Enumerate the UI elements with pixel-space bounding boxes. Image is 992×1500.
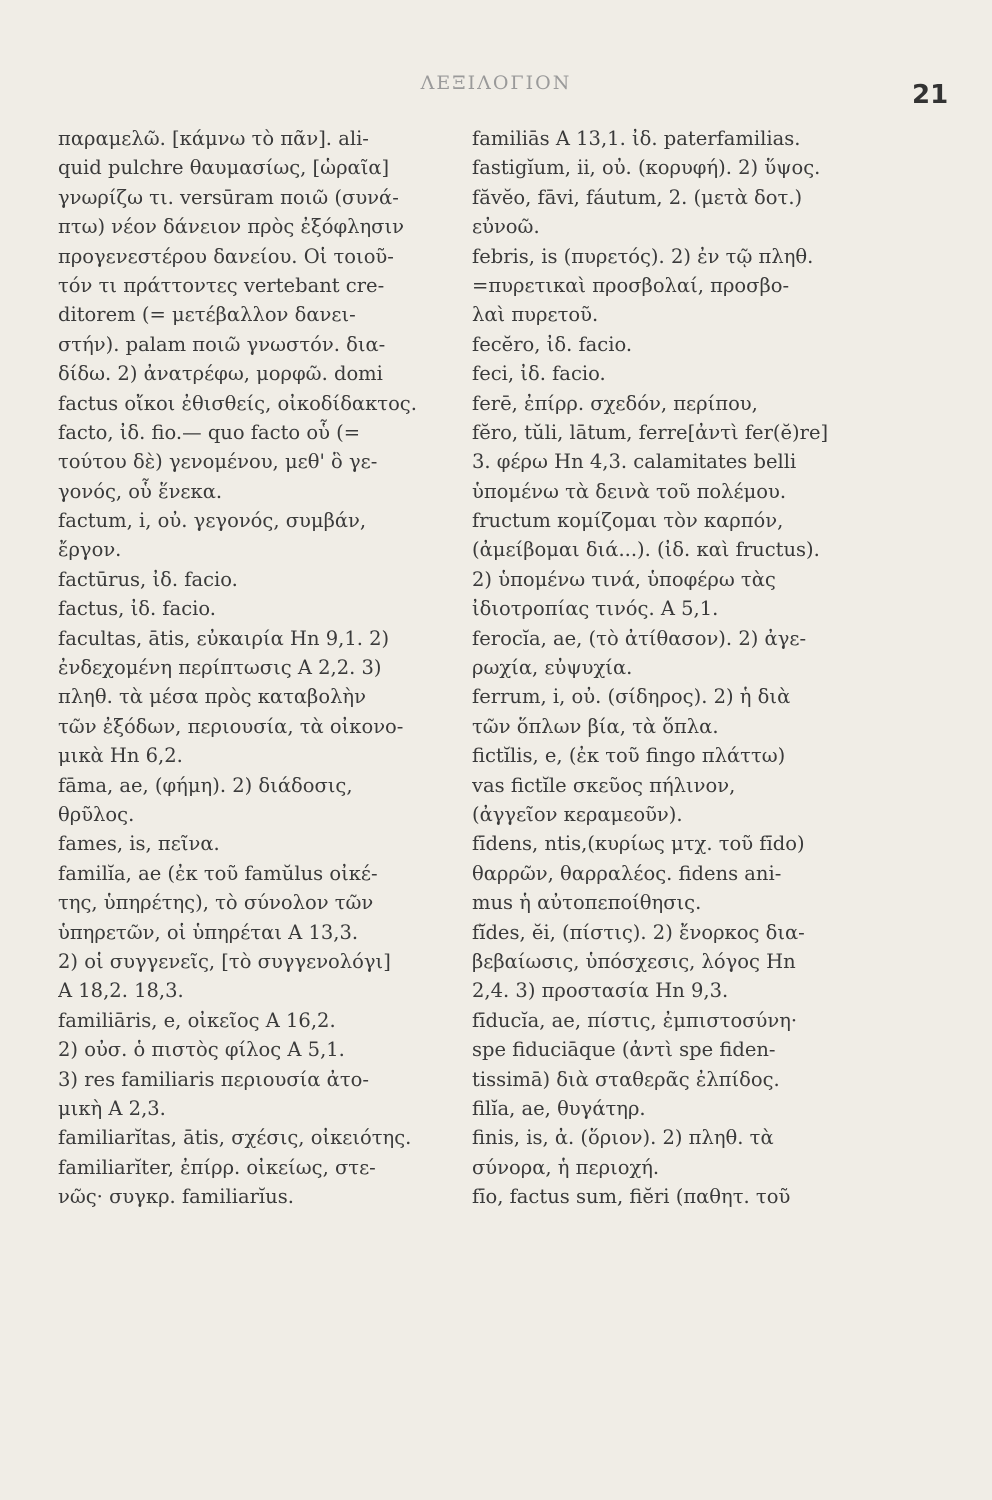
dictionary-line: μικὰ Hn 6,2. — [58, 744, 183, 768]
dictionary-line: ferrum, i, οὐ. (σίδηρος). 2) ἡ διὰ — [472, 685, 791, 709]
dictionary-line: πληθ. τὰ μέσα πρὸς καταβολὴν — [58, 685, 366, 709]
dictionary-line: σύνορα, ἡ περιοχή. — [472, 1155, 660, 1179]
dictionary-line: filĭa, ae, θυγάτηρ. — [472, 1096, 646, 1120]
dictionary-line: finis, is, ἀ. (ὅριον). 2) πληθ. τὰ — [472, 1126, 774, 1150]
dictionary-line: fīo, factus sum, fiĕri (παθητ. τοῦ — [472, 1185, 791, 1209]
dictionary-line: 2) οἱ συγγενεῖς, [τὸ συγγενολόγι] — [58, 949, 391, 973]
dictionary-line: ferē, ἐπίρρ. σχεδόν, περίπου, — [472, 391, 758, 415]
dictionary-line: fĕro, tŭli, lātum, ferre[ἀντὶ fer(ĕ)re] — [472, 420, 829, 444]
dictionary-line: familiarĭter, ἐπίρρ. οἰκείως, στε- — [58, 1155, 376, 1179]
dictionary-line: λαὶ πυρετοῦ. — [472, 303, 599, 327]
dictionary-line: νῶς· συγκρ. familiarĭus. — [58, 1185, 294, 1209]
dictionary-line: A 18,2. 18,3. — [58, 979, 184, 1003]
dictionary-line: mus ἡ αὐτοπεποίθησις. — [472, 891, 702, 915]
dictionary-line: familiās A 13,1. ἰδ. paterfamilias. — [472, 127, 801, 150]
dictionary-line: =πυρετικαὶ προσβολαί, προσβο- — [472, 273, 790, 297]
dictionary-line: βεβαίωσις, ὑπόσχεσις, λόγος Hn — [472, 949, 796, 973]
dictionary-line: fames, is, πεῖνα. — [58, 832, 220, 856]
dictionary-line: fāma, ae, (φήμη). 2) διάδοσις, — [58, 773, 353, 797]
dictionary-line: fecĕro, ἰδ. facio. — [472, 332, 633, 356]
dictionary-line: τούτου δὲ) γενομένου, μεθ' ὃ γε- — [58, 450, 378, 474]
dictionary-line: 3. φέρω Hn 4,3. calamitates belli — [472, 450, 797, 474]
dictionary-line: ρωχία, εὐψυχία. — [472, 656, 633, 680]
dictionary-line: febris, is (πυρετός). 2) ἐν τῷ πληθ. — [472, 244, 814, 268]
dictionary-line: 2) οὐσ. ὁ πιστὸς φίλος A 5,1. — [58, 1038, 345, 1062]
left-column — [58, 124, 478, 1211]
dictionary-line: 3) res familiaris περιουσία ἀτο- — [58, 1067, 369, 1091]
dictionary-line: fĭdes, ĕi, (πίστις). 2) ἔνορκος δια- — [472, 920, 805, 944]
dictionary-line: 2) ὑπομένω τινά, ὑποφέρω τὰς — [472, 567, 776, 591]
dictionary-line: familĭa, ae (ἐκ τοῦ famŭlus οἰκέ- — [58, 861, 378, 885]
dictionary-line: fictĭlis, e, (ἐκ τοῦ fingo πλάττω) — [472, 744, 786, 768]
dictionary-line: factus οἴκοι ἐθισθείς, οἰκοδίδακτος. — [58, 391, 417, 415]
dictionary-line: fīdens, ntis,(κυρίως μτχ. τοῦ fīdo) — [472, 832, 805, 856]
dictionary-line: ditorem (= μετέβαλλον δανει- — [58, 303, 356, 327]
dictionary-line: ἔργον. — [58, 538, 122, 562]
dictionary-line: fructum κομίζομαι τὸν καρπόν, — [472, 509, 784, 533]
dictionary-line: 2,4. 3) προστασία Hn 9,3. — [472, 979, 729, 1003]
dictionary-line: εὐνοῶ. — [472, 215, 540, 239]
dictionary-line: γνωρίζω τι. versūram ποιῶ (συνά- — [58, 185, 399, 209]
dictionary-line: τῶν ὅπλων βία, τὰ ὅπλα. — [472, 714, 719, 738]
dictionary-line: της, ὑπηρέτης), τὸ σύνολον τῶν — [58, 891, 374, 915]
dictionary-line: (ἀμείβομαι διά...). (ἰδ. καὶ fructus). — [472, 538, 820, 562]
dictionary-line: θρῦλος. — [58, 802, 135, 826]
dictionary-line: παραμελῶ. [κάμνω τὸ πᾶν]. ali- — [58, 127, 369, 150]
dictionary-line: factum, i, οὐ. γεγονός, συμβάν, — [58, 509, 367, 533]
dictionary-line: făvĕo, fāvi, fáutum, 2. (μετὰ δοτ.) — [472, 185, 803, 209]
dictionary-line: quid pulchre θαυμασίως, [ὡραῖα] — [58, 156, 390, 180]
dictionary-line: προγενεστέρου δανείου. Οἱ τοιοῦ- — [58, 244, 394, 268]
dictionary-line: τόν τι πράττοντες vertebant cre- — [58, 273, 385, 297]
dictionary-line: ἰδιοτροπίας τινός. A 5,1. — [472, 597, 719, 621]
dictionary-line: factūrus, ἰδ. facio. — [58, 567, 238, 591]
dictionary-line: tissimā) διὰ σταθερᾶς ἐλπίδος. — [472, 1067, 780, 1091]
dictionary-line: facultas, ātis, εὐκαιρία Hn 9,1. 2) — [58, 626, 390, 650]
dictionary-line: θαρρῶν, θαρραλέος. fidens ani- — [472, 861, 782, 885]
right-column — [472, 124, 912, 1211]
dictionary-line: τῶν ἐξόδων, περιουσία, τὰ οἰκονο- — [58, 714, 404, 738]
dictionary-line: πτω) νέον δάνειον πρὸς ἐξόφλησιν — [58, 215, 404, 239]
dictionary-line: feci, ἰδ. facio. — [472, 362, 606, 386]
dictionary-line: δίδω. 2) ἀνατρέφω, μορφῶ. domi — [58, 362, 383, 386]
dictionary-line: (ἀγγεῖον κεραμεοῦν). — [472, 802, 683, 826]
dictionary-line: familiarĭtas, ātis, σχέσις, οἰκειότης. — [58, 1126, 412, 1150]
dictionary-line: ferocĭa, ae, (τὸ ἀτίθασον). 2) ἀγε- — [472, 626, 807, 650]
dictionary-line: στήν). palam ποιῶ γνωστόν. δια- — [58, 332, 386, 356]
dictionary-line: factus, ἰδ. facio. — [58, 597, 216, 621]
page-number: 21 — [912, 80, 949, 110]
running-header-title: ΛΕΞΙΛΟΓΙΟΝ — [420, 72, 572, 94]
dictionary-line: vas fictĭle σκεῦος πήλινον, — [472, 773, 736, 797]
dictionary-line: ὑπομένω τὰ δεινὰ τοῦ πολέμου. — [472, 479, 787, 503]
dictionary-line: facto, ἰδ. fio.— quo facto οὗ (= — [58, 420, 361, 444]
dictionary-line: γονός, οὗ ἕνεκα. — [58, 479, 223, 503]
dictionary-line: spe fiduciāque (ἀντὶ spe fiden- — [472, 1038, 776, 1062]
dictionary-line: ἐνδεχομένη περίπτωσις A 2,2. 3) — [58, 656, 382, 680]
dictionary-line: familiāris, e, οἰκεῖος A 16,2. — [58, 1008, 336, 1032]
dictionary-line: μικὴ A 2,3. — [58, 1096, 166, 1120]
dictionary-line: fīducĭa, ae, πίστις, ἐμπιστοσύνη· — [472, 1008, 798, 1032]
dictionary-line: fastigĭum, ii, οὐ. (κορυφή). 2) ὕψος. — [472, 156, 821, 180]
dictionary-line: ὑπηρετῶν, οἱ ὑπηρέται A 13,3. — [58, 920, 359, 944]
